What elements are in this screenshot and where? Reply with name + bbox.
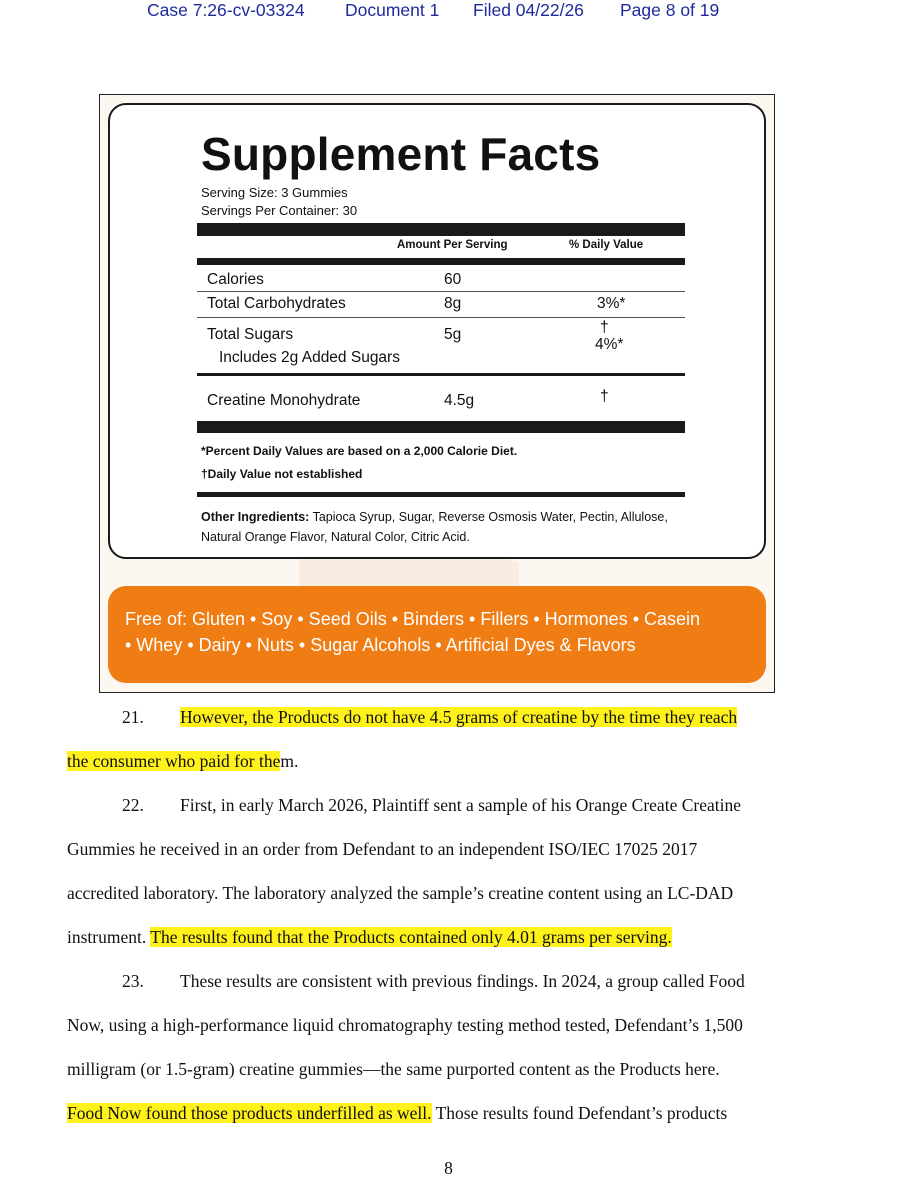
nutrient-name: Total Carbohydrates bbox=[207, 295, 346, 312]
nutrient-name: Creatine Monohydrate bbox=[207, 392, 361, 409]
nutrient-amount: 4.5g bbox=[444, 392, 475, 409]
nutrient-amount: 60 bbox=[444, 271, 462, 288]
supplement-facts-figure bbox=[99, 94, 775, 693]
body-text: Gummies he received in an order from Defendant to an independent ISO/IEC 17025 2017 bbox=[67, 839, 698, 859]
ingredients-label: Other Ingredients: bbox=[201, 510, 310, 524]
sugar-divider bbox=[197, 373, 685, 376]
body-text: Those results found Defendant’s products bbox=[431, 1103, 728, 1123]
body-text: First, in early March 2026, Plaintiff sent a sample of his Orange Create Creatine bbox=[180, 795, 741, 815]
servings-per-container: Servings Per Container: 30 bbox=[201, 203, 358, 218]
case-header bbox=[0, 0, 897, 24]
free-of-line-1: Free of: Gluten • Soy • Seed Oils • Binders • Fillers • Hormones • Casein bbox=[125, 609, 701, 629]
daily-value-column-header: % Daily Value bbox=[569, 239, 644, 251]
other-ingredients bbox=[201, 507, 691, 547]
facts-panel bbox=[108, 103, 766, 559]
daily-value-footnote: *Percent Daily Values are based on a 2,000 Calorie Diet. bbox=[201, 444, 518, 458]
body-text: Now, using a high-performance liquid chromatography testing method tested, Defendant’s 1,500 bbox=[67, 1015, 743, 1035]
paragraph-number: 22. bbox=[122, 795, 144, 815]
free-of-banner bbox=[108, 586, 766, 683]
nutrient-amount: 5g bbox=[444, 326, 462, 343]
medium-bar bbox=[197, 258, 685, 265]
nutrient-daily-value: 4%* bbox=[595, 336, 624, 353]
highlighted-text: the consumer who paid for the bbox=[67, 751, 281, 771]
filed-date: Filed 04/22/26 bbox=[473, 0, 584, 20]
highlighted-text: Food Now found those products underfilled as well. bbox=[67, 1103, 432, 1123]
case-number: Case 7:26-cv-03324 bbox=[147, 0, 305, 20]
nutrient-daily-value: † bbox=[600, 319, 609, 336]
body-text: m. bbox=[280, 751, 299, 771]
not-established-footnote: †Daily Value not established bbox=[201, 467, 363, 481]
highlighted-text: However, the Products do not have 4.5 grams of creatine by the time they reach bbox=[180, 707, 738, 727]
nutrient-amount: 8g bbox=[444, 295, 462, 312]
ingredients-divider bbox=[197, 492, 685, 497]
nutrient-daily-value: † bbox=[600, 388, 609, 405]
body-text: instrument. bbox=[67, 927, 151, 947]
highlighted-text: The results found that the Products contained only 4.01 grams per serving. bbox=[150, 927, 672, 947]
row-divider bbox=[197, 317, 685, 318]
thick-bar-bottom bbox=[197, 421, 685, 433]
nutrient-name: Total Sugars bbox=[207, 326, 294, 343]
amount-column-header: Amount Per Serving bbox=[397, 239, 508, 251]
thick-bar-top bbox=[197, 223, 685, 236]
nutrient-daily-value: 3%* bbox=[597, 295, 626, 312]
serving-size: Serving Size: 3 Gummies bbox=[201, 185, 348, 200]
body-text: These results are consistent with previous findings. In 2024, a group called Food bbox=[180, 971, 745, 991]
paragraph-number: 21. bbox=[122, 707, 144, 727]
ingredients-list: Tapioca Syrup, Sugar, Reverse Osmosis Water, Pectin, Allulose, Natural Orange Flavor, Natural Color, Citric Acid. bbox=[201, 510, 668, 544]
row-divider bbox=[197, 291, 685, 292]
nutrient-name: Calories bbox=[207, 271, 264, 288]
nutrient-subname: Includes 2g Added Sugars bbox=[219, 349, 400, 366]
page-number: 8 bbox=[444, 1158, 453, 1178]
document-number: Document 1 bbox=[345, 0, 440, 20]
facts-title: Supplement Facts bbox=[201, 128, 601, 180]
body-text: milligram (or 1.5-gram) creatine gummies—the same purported content as the Products here. bbox=[67, 1059, 720, 1079]
body-text: accredited laboratory. The laboratory analyzed the sample’s creatine content using an LC-DAD bbox=[67, 883, 734, 903]
page-of-pages: Page 8 of 19 bbox=[620, 0, 720, 20]
free-of-line-2: • Whey • Dairy • Nuts • Sugar Alcohols • Artificial Dyes & Flavors bbox=[125, 635, 636, 655]
paragraph-number: 23. bbox=[122, 971, 144, 991]
